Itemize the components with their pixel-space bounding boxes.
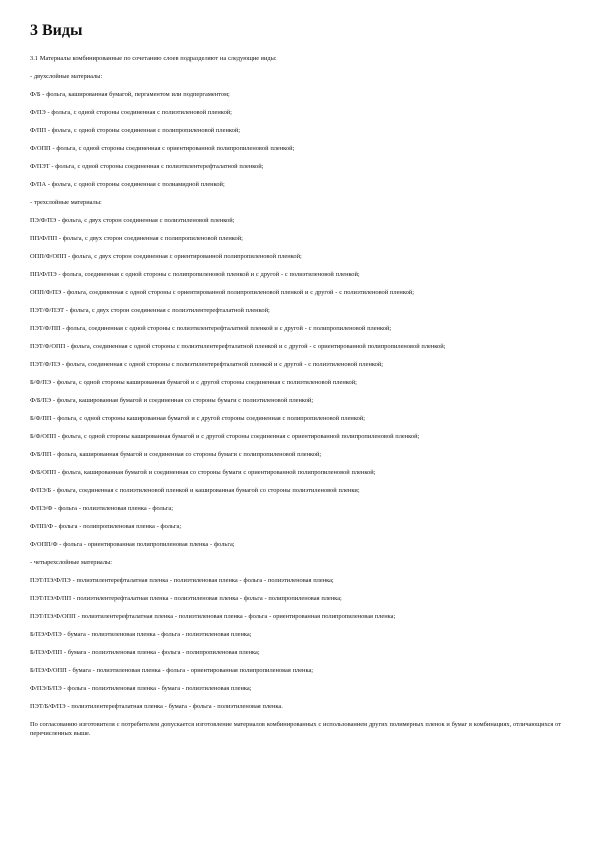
list-item: Ф/Б/ОПП - фольга, кашированная бумагой и соединенная со стороны бумаги с ориентированной полипропиленовой пленкой; (30, 469, 376, 476)
list-item: ПЭ/Ф/ПЭ - фольга, с двух сторон соединенная с полиэтиленовой пленкой; (30, 217, 235, 224)
list-item: Ф/ОПП - фольга, с одной стороны соединенная с ориентированной полипропиленовой пленкой; (30, 145, 295, 152)
list-item: Б/ПЭ/Ф/ОПП - бумага - полиэтиленовая пленка - фольга - ориентированная полипропиленовая пленка; (30, 667, 314, 674)
list-item: Б/Ф/ОПП - фольга, с одной стороны кашированная бумагой и с другой стороны соединенная с ориентированной полипропиленовой пленкой; (30, 433, 420, 440)
list-item: ПЭТ/ПЭ/Ф/ПЭ - полиэтилентерефталатная пленка - полиэтиленовая пленка - фольга - полиэтиленовая пленка; (30, 577, 334, 584)
list-item: Ф/ПП/Ф - фольга - полипропиленовая пленка - фольга; (30, 523, 182, 530)
list-item: Ф/ПЭ/Б - фольга, соединенная с полиэтиленовой пленкой и кашированная бумагой со стороны полиэтиленовой пленки; (30, 487, 360, 494)
list-item: ПП/Ф/ПП - фольга, с двух сторон соединенная с полипропиленовой пленкой; (30, 235, 243, 242)
list-item: ОПП/Ф/ОПП - фольга, с двух сторон соединенная с ориентированной полипропиленовой пленкой; (30, 253, 302, 260)
list-item: Ф/ПЭ/Б/ПЭ - фольга - полиэтиленовая пленка - бумага - полиэтиленовая пленка; (30, 685, 252, 692)
document-page (30, 22, 565, 738)
list-item: Ф/ПЭ/Ф - фольга - полиэтиленовая пленка - фольга; (30, 505, 174, 512)
closing-paragraph: По согласованию изготовителя с потребителем допускается изготовление материалов комбинированных с использованием других полимерных пленок и бумаг в комбинациях, отличающихся от перечисленных выше. (30, 721, 561, 737)
list-item: ПЭТ/Ф/ПЭТ - фольга, с двух сторон соединенная с полиэтилентерефталатной пленкой; (30, 307, 270, 314)
list-item: ПЭТ/Б/Ф/ПЭ - полиэтилентерефталатная пленка - бумага - фольга - полиэтиленовая пленка. (30, 703, 283, 710)
list-item: Ф/ПА - фольга, с одной стороны соединенная с полиамидной пленкой; (30, 181, 225, 188)
list-item: ПП/Ф/ПЭ - фольга, соединенная с одной стороны с полипропиленовой пленкой и с другой - с полиэтиленовой пленкой; (30, 271, 360, 278)
list-item: Б/Ф/ПЭ - фольга, с одной стороны кашированная бумагой и с другой стороны соединенная с полиэтиленовой пленкой; (30, 379, 357, 386)
intro-paragraph: 3.1 Материалы комбинированные по сочетанию слоев подразделяют на следующие виды: (30, 55, 277, 62)
list-item: Ф/Б - фольга, кашированная бумагой, пергаментом или подпергаментом; (30, 91, 230, 98)
group-label-four-layer: - четырехслойные материалы: (30, 559, 113, 566)
list-item: Б/Ф/ПП - фольга, с одной стороны кашированная бумагой и с другой стороны соединенная с полипропиленовой пленкой; (30, 415, 366, 422)
group-label-two-layer: - двухслойные материалы: (30, 73, 103, 80)
list-item: Ф/ПЭТ - фольга, с одной стороны соединенная с полиэтилентерефталатной пленкой; (30, 163, 264, 170)
section-body (30, 54, 565, 738)
group-label-three-layer: - трехслойные материалы: (30, 199, 102, 206)
list-item: Б/ПЭ/Ф/ПП - бумага - полиэтиленовая пленка - фольга - полипропиленовая пленка; (30, 649, 260, 656)
list-item: Ф/ПП - фольга, с одной стороны соединенная с полипропиленовой пленкой; (30, 127, 241, 134)
list-item: ПЭТ/ПЭ/Ф/ОПП - полиэтилентерефталатная пленка - полиэтиленовая пленка - фольга - ориентированная полипропиленовая пленка; (30, 613, 396, 620)
list-item: Ф/ОПП/Ф - фольга - ориентированная полипропиленовая пленка - фольга; (30, 541, 235, 548)
list-item: Ф/ПЭ - фольга, с одной стороны соединенная с полиэтиленовой пленкой; (30, 109, 232, 116)
list-item: ПЭТ/Ф/ПП - фольга, соединенная с одной стороны с полиэтилентерефталатной пленкой и с другой - с полипропиленовой пленкой; (30, 325, 392, 332)
list-item: ПЭТ/ПЭ/Ф/ПП - полиэтилентерефталатная пленка - полиэтиленовая пленка - фольга - полипропиленовая пленка; (30, 595, 342, 602)
list-item: Ф/Б/ПП - фольга, кашированная бумагой и соединенная со стороны бумаги с полипропиленовой пленкой; (30, 451, 322, 458)
list-item: Б/ПЭ/Ф/ПЭ - бумага - полиэтиленовая пленка - фольга - полиэтиленовая пленка; (30, 631, 252, 638)
list-item: ПЭТ/Ф/ОПП - фольга, соединенная с одной стороны с полиэтилентерефталатной пленкой и с другой - с ориентированной полипропиленовой пленкой; (30, 343, 446, 350)
list-item: Ф/Б/ПЭ - фольга, кашированная бумагой и соединенная со стороны бумаги с полиэтиленовой пленкой; (30, 397, 314, 404)
list-item: ОПП/Ф/ПЭ - фольга, соединенная с одной стороны с ориентированной полипропиленовой пленкой и с другой - с полиэтиленовой пленкой; (30, 289, 414, 296)
section-heading: 3 Виды (30, 22, 83, 39)
list-item: ПЭТ/Ф/ПЭ - фольга, соединенная с одной стороны с полиэтилентерефталатной пленкой и с другой - с полиэтиленовой пленкой; (30, 361, 384, 368)
